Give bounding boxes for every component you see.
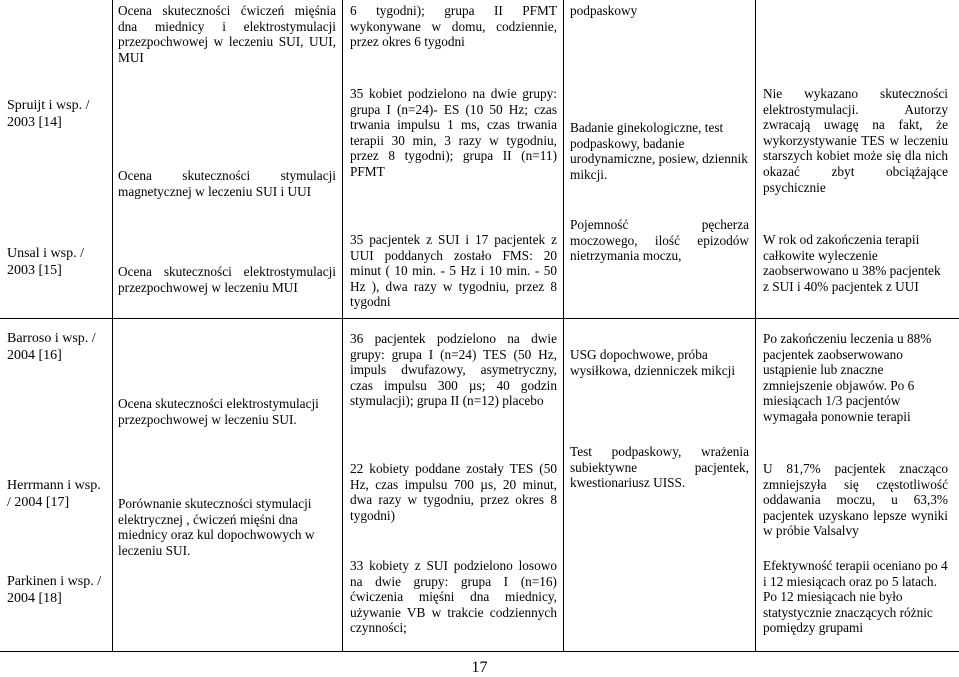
study-reference: Herrmann i wsp. / 2004 [17] (7, 478, 101, 510)
study-result: Efektywność terapii oceniano po 4 i 12 miesiącach oraz po 5 latach. Po 12 miesiącach nie było statystycznie znaczących różnic pomiędzy grupami (763, 558, 948, 636)
study-aim: Ocena skuteczności ćwiczeń mięśnia dna miednicy i elektrostymulacji przezpochwowej w leczeniu SUI, UUI, MUI (118, 3, 336, 65)
study-method: 36 pacjentek podzielono na dwie grupy: grupa I (n=24) TES (50 Hz, impuls dwufazowy, asymetryczny, czas impulsu 300 µs; 40 godzin stymulacji); grupa II (n=12) placebo (350, 331, 557, 409)
column-divider (342, 0, 343, 652)
study-evaluation: Pojemność pęcherza moczowego, ilość epizodów nietrzymania moczu, (570, 217, 749, 264)
study-result: Po zakończeniu leczenia u 88% pacjentek zaobserwowano ustąpienie lub znaczne zmniejszenie objawów. Po 6 miesiącach 1/3 pacjentów wymagała ponownie terapii (763, 331, 932, 424)
study-method: 35 pacjentek z SUI i 17 pacjentek z UUI poddanych zostało FMS: 20 minut ( 10 min. - 5 Hz i 10 min. - 50 Hz ), dwa razy w tygodniu, przez 8 tygodni (350, 232, 557, 310)
study-method: 33 kobiety z SUI podzielono losowo na dwie grupy: grupa I (n=16) ćwiczenia mięśni dna miednicy, używanie VB w trakcie codziennych czynności; (350, 558, 557, 636)
row-divider (0, 651, 959, 652)
column-divider (755, 0, 756, 652)
study-result: Nie wykazano skuteczności elektrostymulacji. Autorzy zwracają uwagę na fakt, że wykorzystywanie TES w leczeniu starszych kobiet może się dla nich okazać zbyt obciążające psychicznie (763, 86, 948, 195)
study-aim: Ocena skuteczności elektrostymulacji przezpochwowej w leczeniu SUI. (118, 396, 319, 427)
study-reference: Spruijt i wsp. / 2003 [14] (7, 98, 90, 130)
study-reference: Parkinen i wsp. / 2004 [18] (7, 574, 102, 606)
study-evaluation: USG dopochwowe, próba wysiłkowa, dzienniczek mikcji (570, 347, 736, 378)
column-divider (112, 0, 113, 652)
study-evaluation: podpaskowy (570, 3, 638, 18)
row-divider (0, 318, 959, 319)
column-divider (563, 0, 564, 652)
study-aim: Ocena skuteczności elektrostymulacji przezpochwowej w leczeniu MUI (118, 264, 336, 295)
study-result: U 81,7% pacjentek znacząco zmniejszyła się częstotliwość oddawania moczu, u 63,3% pacjentek uzyskano lepsze wyniki w próbie Valsalvy (763, 461, 948, 539)
study-method: 22 kobiety poddane zostały TES (50 Hz, czas impulsu 700 µs, 20 minut, dwa razy w tygodniu, przez okres 8 tygodni) (350, 461, 557, 523)
study-reference: Unsal i wsp. / 2003 [15] (7, 246, 84, 278)
study-aim: Porównanie skuteczności stymulacji elektrycznej , ćwiczeń mięśni dna miednicy oraz kul dopochwowych w leczeniu SUI. (118, 496, 315, 558)
study-aim: Ocena skuteczności stymulacji magnetycznej w leczeniu SUI i UUI (118, 168, 336, 199)
study-method: 6 tygodni); grupa II PFMT wykonywane w domu, codziennie, przez okres 6 tygodni (350, 3, 557, 50)
study-result: W rok od zakończenia terapii całkowite wyleczenie zaobserwowano u 38% pacjentek z SUI i 40% pacjentek z UUI (763, 232, 941, 294)
page-number: 17 (471, 659, 488, 676)
study-method: 35 kobiet podzielono na dwie grupy: grupa I (n=24)- ES (10 50 Hz; czas trwania impulsu 1 ms, czas trwania terapii 30 min, 3 razy w tygodniu, przez 8 tygodni); grupa II (n=11) PFMT (350, 86, 557, 179)
study-reference: Barroso i wsp. / 2004 [16] (7, 331, 96, 363)
study-evaluation: Badanie ginekologiczne, test podpaskowy, badanie urodynamiczne, posiew, dziennik mikcji. (570, 120, 748, 182)
study-evaluation: Test podpaskowy, wrażenia subiektywne pacjentek, kwestionariusz UISS. (570, 444, 749, 491)
